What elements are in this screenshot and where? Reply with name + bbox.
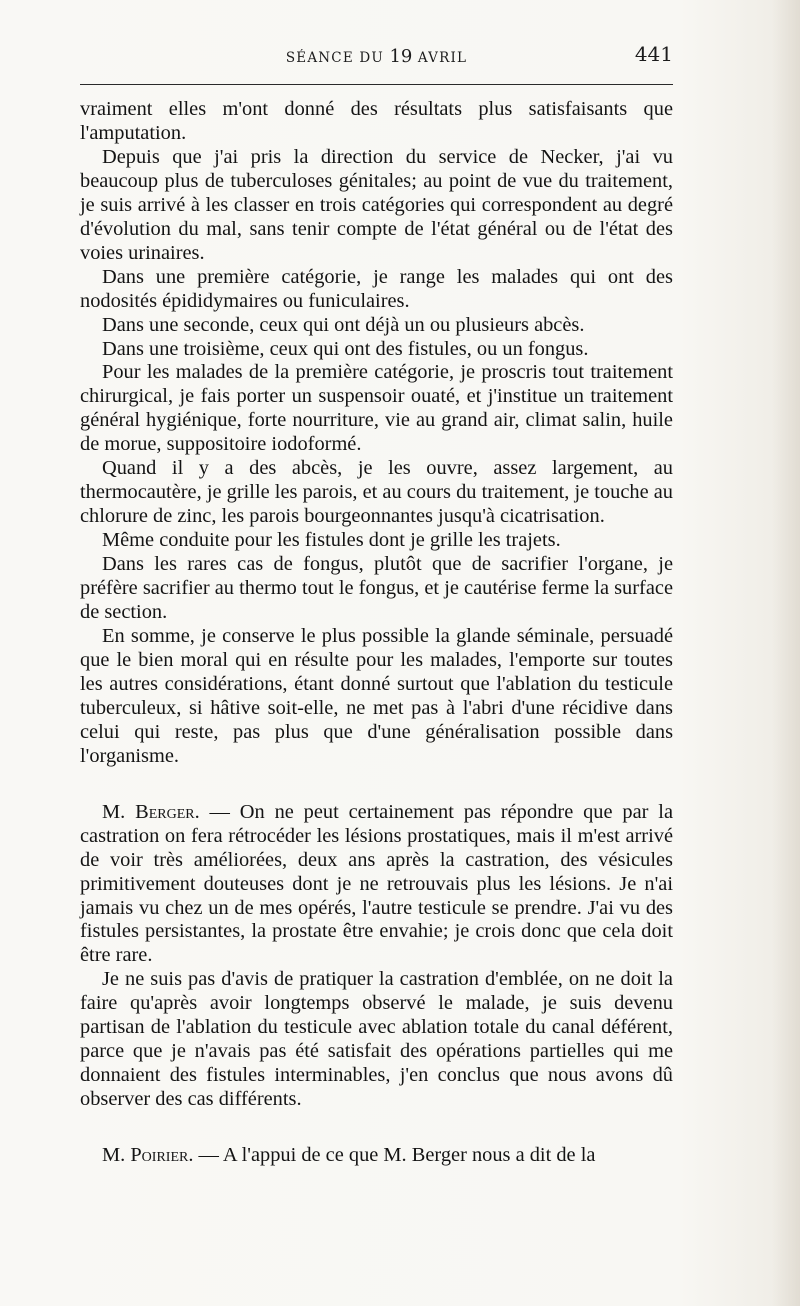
speaker-name-poirier: Poirier: [130, 1144, 189, 1167]
paragraph: Dans une seconde, ceux qui ont déjà un ou plusieurs abcès.: [102, 313, 585, 336]
speaker-prefix: M.: [102, 800, 136, 823]
running-head-day: 19: [389, 46, 413, 67]
poirier-remark: [80, 1144, 673, 1168]
berger-remark: [80, 801, 673, 969]
speaker-dash: . —: [188, 1144, 223, 1167]
page-header: [80, 42, 673, 72]
remark-text: On ne peut certainement pas répondre que par la castration on fera rétrocéder les lésions prostatiques, mais il m'est arrivé de voir très améliorées, deux ans après la castration, des vésicules primitivement douteuses dont je ne retrouvais plus les lésions. Je n'ai jamais vu chez un de mes opérés, l'autre testicule se prendre. J'ai vu des fistules persistantes, la prostate être envahie; je crois donc que cela doit être rare.: [80, 800, 674, 967]
paragraph: Je ne suis pas d'avis de pratiquer la castration d'emblée, on ne doit la faire qu'après avoir longtemps observé le malade, je suis devenu partisan de l'ablation du testicule avec ablation totale du canal déférent, parce que je n'avais pas été satisfait des opérations partielles qui me donnaient des fistules interminables, j'en conclus que nous avons dû observer des cas différents.: [80, 968, 673, 1111]
speaker-name-berger: Berger: [135, 800, 195, 823]
page-number: 441: [634, 42, 673, 66]
running-head-suffix: AVRIL: [412, 50, 468, 66]
page-edge-shadow: [772, 0, 800, 1306]
remark-text: A l'appui de ce que M. Berger nous a dit de la: [222, 1144, 596, 1167]
paragraph: Depuis que j'ai pris la direction du service de Necker, j'ai vu beaucoup plus de tuberculoses génitales; au point de vue du traitement, je suis arrivé à les classer en trois catégories qui correspondent au degré d'évolution du mal, sans tenir compte de l'état général ou de l'état des voies urinaires.: [80, 145, 673, 264]
running-head-prefix: SÉANCE DU: [285, 50, 390, 66]
body-text: [80, 98, 673, 1168]
section-break: [80, 769, 673, 801]
paragraph: Même conduite pour les fistules dont je grille les trajets.: [102, 529, 561, 552]
paragraph: Dans les rares cas de fongus, plutôt que de sacrifier l'organe, je préfère sacrifier au thermo tout le fongus, et je cautérise ferme la surface de section.: [80, 553, 673, 624]
paragraph: Quand il y a des abcès, je les ouvre, assez largement, au thermocautère, je grille les parois, et au cours du traitement, je touche au chlorure de zinc, les parois bourgeonnantes jusqu'à cicatrisation.: [80, 457, 673, 528]
speaker-dash: . —: [194, 800, 240, 823]
header-rule: [80, 84, 673, 85]
paragraph: Dans une troisième, ceux qui ont des fistules, ou un fongus.: [102, 337, 589, 360]
speaker-prefix: M.: [102, 1144, 131, 1167]
paragraph: Dans une première catégorie, je range les malades qui ont des nodosités épididymaires ou funiculaires.: [80, 265, 673, 312]
running-head: [80, 46, 673, 67]
paragraph: vraiment elles m'ont donné des résultats plus satisfaisants que l'amputation.: [80, 98, 673, 144]
paragraph: En somme, je conserve le plus possible la glande séminale, persuadé que le bien moral qui en résulte pour les malades, l'emporte sur toutes les autres considérations, étant donné surtout que l'ablation du testicule tuberculeux, si hâtive soit-elle, ne met pas à l'abri d'une récidive dans celui qui reste, pas plus que d'une généralisation possible dans l'organisme.: [80, 624, 673, 767]
paragraph: Pour les malades de la première catégorie, je proscris tout traitement chirurgical, je fais porter un suspensoir ouaté, et j'institue un traitement général hygiénique, forte nourriture, vie au grand air, climat salin, huile de morue, suppositoire iodoformé.: [80, 361, 673, 456]
section-break: [80, 1112, 673, 1144]
